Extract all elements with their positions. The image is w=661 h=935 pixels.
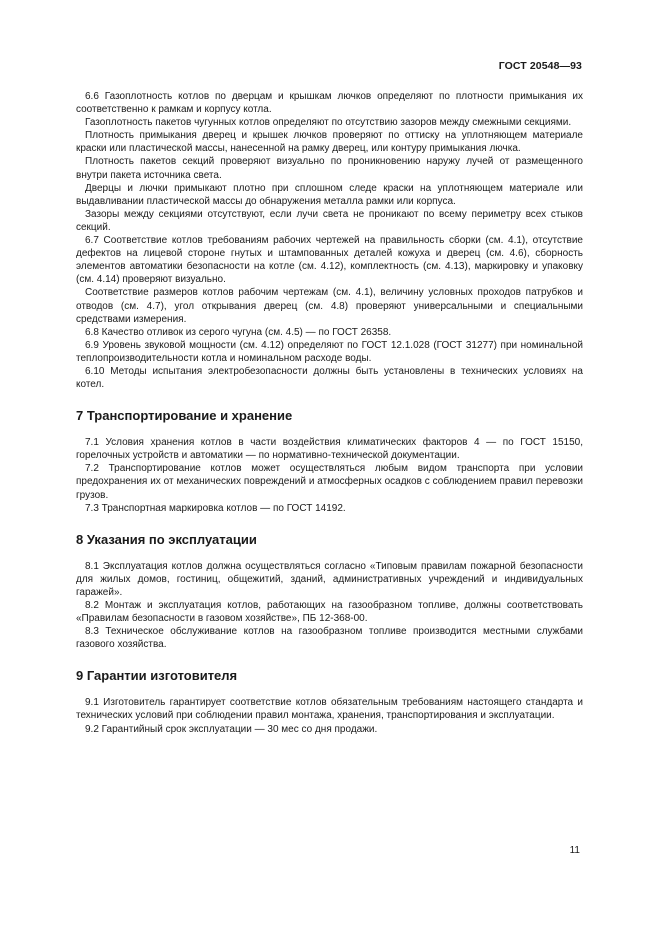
section-7-heading: 7 Транспортирование и хранение [76,408,293,424]
paragraph: Дверцы и лючки примыкают плотно при сплошном следе краски на уплотняющем материале или выдавливании пластической массы до обнаружения металла рамки или корпуса. [76,182,583,207]
paragraph: 8.3 Техническое обслуживание котлов на газообразном топливе производится местными службами газового хозяйства. [76,626,583,651]
paragraph: 6.6 Газоплотность котлов по дверцам и крышкам лючков определяют по плотности примыкания их соответственно к рамкам и корпусу котла. [76,91,583,116]
section-9-body [76,696,583,735]
paragraph: 7.2 Транспортирование котлов может осуществляться любым видом транспорта при условии предохранения их от механических повреждений и атмосферных осадков с соблюдением правил перевозки грузов. [76,463,583,501]
document-id-header: ГОСТ 20548—93 [498,60,582,72]
paragraph: 6.8 Качество отливок из серого чугуна (см. 4.5) — по ГОСТ 26358. [85,326,392,338]
paragraph: 9.2 Гарантийный срок эксплуатации — 30 мес со дня продажи. [85,723,378,735]
section-8-heading: 8 Указания по эксплуатации [76,531,257,547]
paragraph: 6.10 Методы испытания электробезопасности должны быть установлены в технических условиях на котел. [76,365,583,391]
paragraph: 9.1 Изготовитель гарантирует соответствие котлов обязательным требованиям настоящего стандарта и технических условий при соблюдении правил монтажа, хранения, транспортирования и эксплуатации. [76,697,583,722]
paragraph: 6.9 Уровень звуковой мощности (см. 4.12) определяют по ГОСТ 12.1.028 (ГОСТ 31277) при номинальной теплопроизводительности котла и номинальном расходе воды. [76,339,583,364]
section-6-continuation [76,90,583,391]
section-8-body [76,560,583,652]
section-7-body [76,436,583,515]
paragraph: Газоплотность пакетов чугунных котлов определяют по отсутствию зазоров между смежными секциями. [85,117,572,129]
page-number: 11 [569,845,580,856]
section-9-heading: 9 Гарантии изготовителя [76,668,238,684]
paragraph: 8.2 Монтаж и эксплуатация котлов, работающих на газообразном топливе, должны соответствовать «Правилам безопасности в газовом хозяйстве», ПБ 12-368-00. [76,600,583,625]
document-body [76,90,583,736]
paragraph: 6.7 Соответствие котлов требованиям рабочих чертежей на правильность сборки (см. 4.1), отсутствие дефектов на лицевой стороне гнутых и штампованных деталей кожуха и дверец (см. 4.6), сборность элементов автоматики безопасности на котле (см. 4.12), комплектность (см. 4.13), маркировку и упаковку (см. 4.14) проверяют визуально. [76,235,583,286]
paragraph: 7.1 Условия хранения котлов в части воздействия климатических факторов 4 — по ГОСТ 15150, горелочных устройств и автоматики — по нормативно-технической документации. [76,437,583,462]
paragraph: Соответствие размеров котлов рабочим чертежам (см. 4.1), величину условных проходов патрубков и отводов (см. 4.7), угол открывания дверец (см. 4.8) проверяют универсальными и специальными средствами измерения. [76,287,583,325]
paragraph: Зазоры между секциями отсутствуют, если лучи света не проникают по всему периметру всех стыков секций. [76,208,583,233]
paragraph: Плотность примыкания дверец и крышек лючков проверяют по оттиску на уплотняющем материале краски или пластической массы, нанесенной на рамку дверец, или контуру примыкания лючка. [76,130,583,155]
paragraph: 7.3 Транспортная маркировка котлов — по ГОСТ 14192. [85,502,346,514]
paragraph: 8.1 Эксплуатация котлов должна осуществляться согласно «Типовым правилам пожарной безопасности для жилых домов, гостиниц, общежитий, зданий, административных учреждений и индивидуальных гаражей». [76,560,583,598]
paragraph: Плотность пакетов секций проверяют визуально по проникновению наружу лучей от размещенного внутри пакета источника света. [76,156,583,181]
